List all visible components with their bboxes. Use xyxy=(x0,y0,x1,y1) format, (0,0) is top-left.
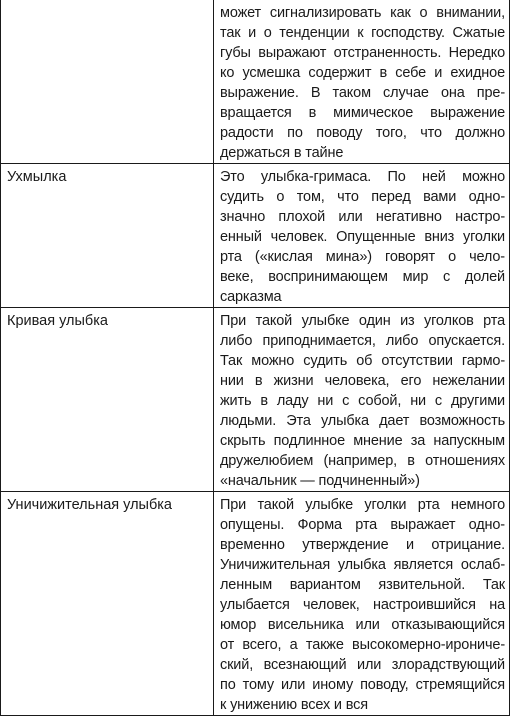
term-label xyxy=(1,0,213,3)
description-cell xyxy=(214,164,510,308)
text-line: выражение. В таком случае она пре- xyxy=(220,85,505,101)
table-row xyxy=(1,0,510,164)
description-cell xyxy=(214,0,510,164)
text-line: юмор висельника или отказывающийся xyxy=(220,617,505,633)
text-line: При такой улыбке один из уголков рта xyxy=(220,313,505,329)
text-line: так и о тенденции к господству. Сжатые xyxy=(220,25,505,41)
description-cell xyxy=(214,308,510,492)
text-line: скрыть подлинное мнение за напускным xyxy=(220,433,505,449)
table-row xyxy=(1,164,510,308)
text-line: дружелюбием (например, в отношениях xyxy=(220,453,505,469)
description-cell xyxy=(214,492,510,716)
text-line: от всего, а также высокомерно-ирониче- xyxy=(220,637,505,653)
text-line: ко усмешка содержит в себе и ехидное xyxy=(220,65,505,81)
text-line: енный человек. Опущенные вниз уголки xyxy=(220,229,505,245)
text-line: радости по поводу того, что должно xyxy=(220,125,505,141)
text-line: нии в жизни человека, его нежелании xyxy=(220,373,505,389)
text-line: вращается в мимическое выражение xyxy=(220,105,505,121)
text-line: рта («кислая мина») говорят о чело- xyxy=(220,249,505,265)
text-line: может сигнализировать как о внимании, xyxy=(220,5,505,21)
text-line: временно утверждение и отрицание. xyxy=(220,537,505,553)
text-line: к унижению всех и вся xyxy=(220,697,368,713)
text-line: веке, воспринимающем мир с долей xyxy=(220,269,505,285)
term-label: Кривая улыбка xyxy=(7,313,108,329)
text-line: улыбается человек, настроившийся на xyxy=(220,597,505,613)
term-label: Уничижительная улыбка xyxy=(7,497,172,513)
term-label: Ухмылка xyxy=(7,169,67,185)
text-line: либо приподнимается, либо опускается. xyxy=(220,333,505,349)
text-line: людьми. Эта улыбка дает возможность xyxy=(220,413,505,429)
text-line: губы выражают отстраненность. Нередко xyxy=(220,45,505,61)
text-line: Уничижительная улыбка является ослаб- xyxy=(220,557,505,573)
description-text xyxy=(214,164,509,307)
text-line: жить в ладу ни с собой, ни с другими xyxy=(220,393,505,409)
table-row xyxy=(1,308,510,492)
text-line: судить о том, что перед вами одно- xyxy=(220,189,505,205)
text-line: ский, всезнающий или злорадствующий xyxy=(220,657,505,673)
table-row xyxy=(1,492,510,716)
term-cell xyxy=(1,164,214,308)
description-text xyxy=(214,0,509,163)
text-line: держаться в тайне xyxy=(220,145,344,161)
text-line: по тому или иному поводу, стремящийся xyxy=(220,677,505,693)
text-line: сарказма xyxy=(220,289,282,305)
text-line: значно плохой или негативно настро- xyxy=(220,209,505,225)
description-text xyxy=(214,308,509,491)
description-text xyxy=(214,492,509,715)
term-cell xyxy=(1,308,214,492)
term-cell xyxy=(1,0,214,164)
text-line: При такой улыбке уголки рта немного xyxy=(220,497,505,513)
text-line: Так можно судить об отсутствии гармо- xyxy=(220,353,505,369)
text-line: опущены. Форма рта выражает одно- xyxy=(220,517,505,533)
text-line: «начальник — подчиненный») xyxy=(220,473,420,489)
term-cell xyxy=(1,492,214,716)
text-line: ленным вариантом язвительной. Так xyxy=(220,577,505,593)
text-line: Это улыбка-гримаса. По ней можно xyxy=(220,169,505,185)
